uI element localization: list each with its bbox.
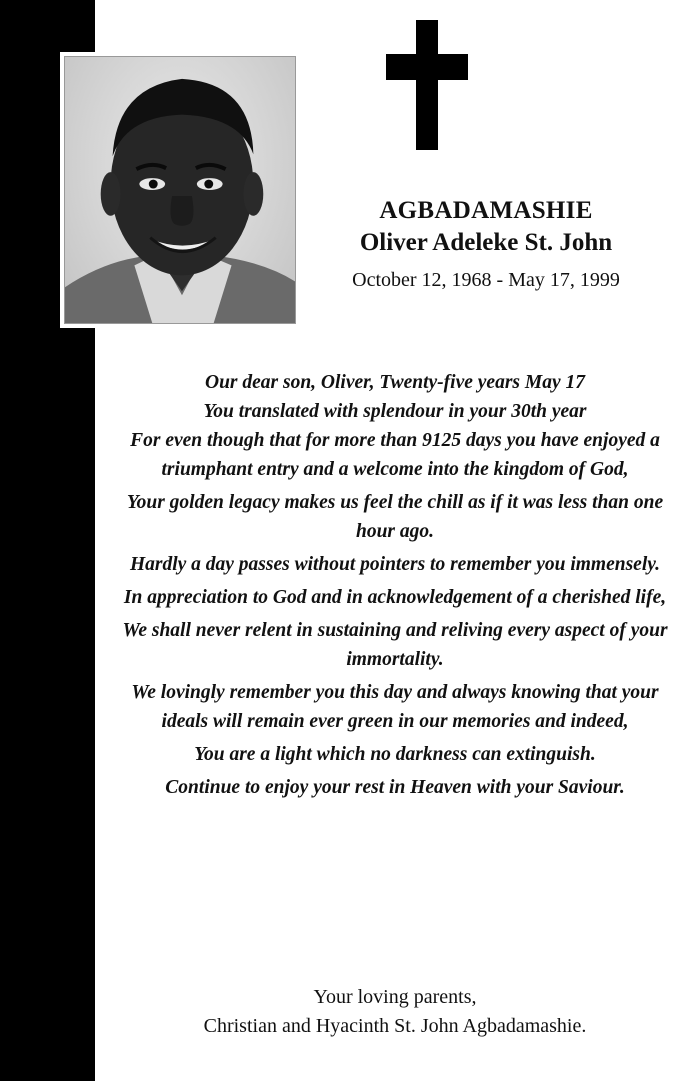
full-name-heading: Oliver Adeleke St. John bbox=[359, 229, 613, 256]
tribute-paragraph: We shall never relent in sustaining and reliving every aspect of your immortality. bbox=[122, 620, 668, 670]
portrait-frame bbox=[60, 52, 300, 328]
signature-line: Your loving parents, bbox=[313, 986, 477, 1008]
tribute-text bbox=[110, 368, 680, 806]
portrait-illustration bbox=[65, 57, 295, 323]
tribute-paragraph: Our dear son, Oliver, Twenty-five years May 17 You translated with splendour in your 30th year For even though that for more than 9125 days you have enjoyed a triumphant entry and a welcome into the kingdom of God, bbox=[130, 372, 660, 480]
tribute-paragraph: We lovingly remember you this day and always knowing that your ideals will remain ever green in our memories and indeed, bbox=[131, 682, 659, 732]
tribute-paragraph: Your golden legacy makes us feel the chill as if it was less than one hour ago. bbox=[126, 492, 664, 542]
header-block bbox=[300, 196, 672, 298]
tribute-paragraph: Continue to enjoy your rest in Heaven with your Saviour. bbox=[165, 777, 625, 798]
tribute-paragraph: You are a light which no darkness can extinguish. bbox=[194, 744, 596, 765]
cross-icon bbox=[386, 20, 468, 150]
life-dates: October 12, 1968 - May 17, 1999 bbox=[352, 269, 620, 291]
signature-block bbox=[110, 983, 680, 1041]
signature-names: Christian and Hyacinth St. John Agbadamashie. bbox=[203, 1015, 587, 1037]
tribute-paragraph: In appreciation to God and in acknowledgement of a cherished life, bbox=[123, 587, 667, 608]
tribute-paragraph: Hardly a day passes without pointers to remember you immensely. bbox=[129, 554, 661, 575]
portrait-photo bbox=[64, 56, 296, 324]
surname-heading: AGBADAMASHIE bbox=[379, 197, 593, 224]
